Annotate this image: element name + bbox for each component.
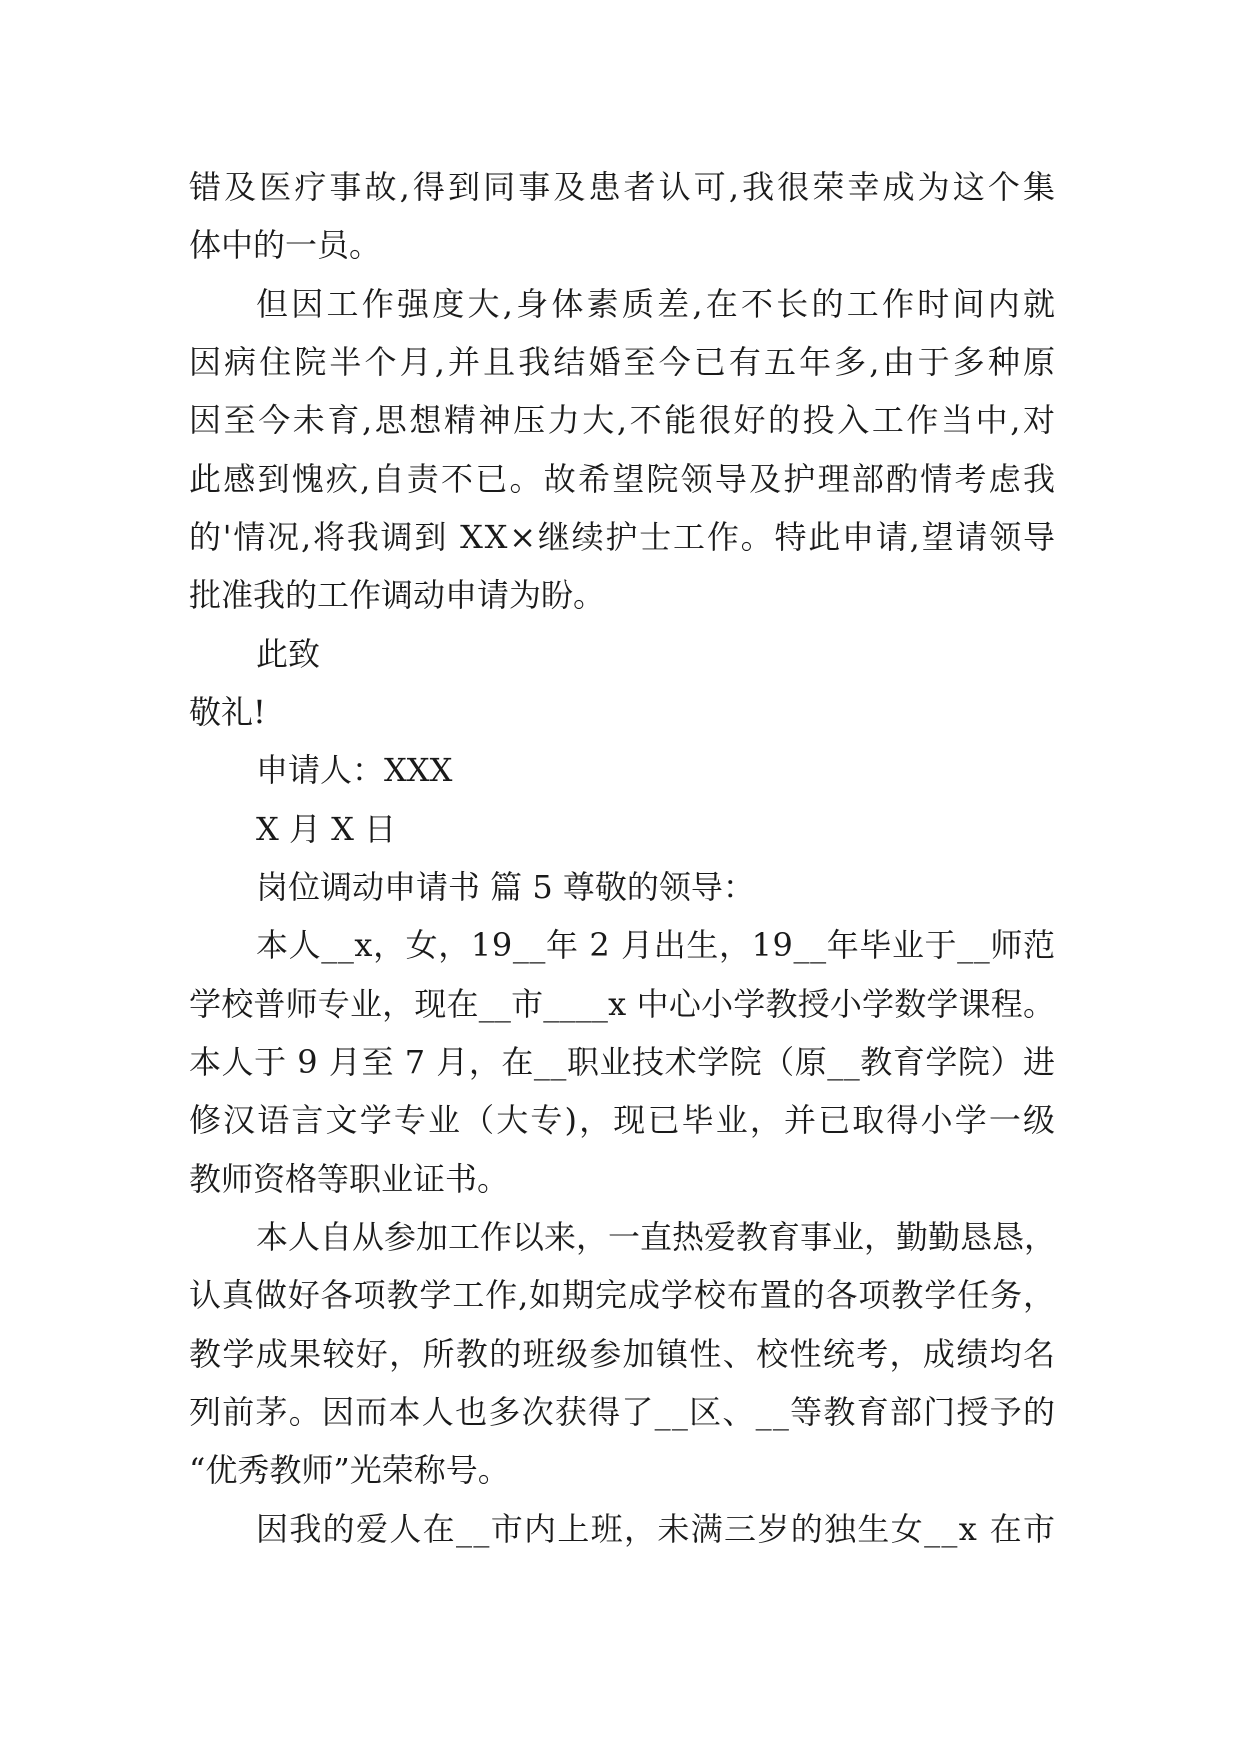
paragraph (189, 1208, 1055, 1500)
text-line (189, 1033, 1055, 1091)
text-line (189, 858, 1055, 916)
line-text: 本人于 9 月至 7 月，在__职业技术学院（原__教育学院）进 (189, 1042, 1056, 1081)
text-line (189, 625, 1055, 683)
applicant-signature (189, 741, 1055, 799)
text-line (189, 800, 1055, 858)
text-line (189, 1441, 1055, 1499)
text-line (189, 916, 1055, 974)
line-text: 岗位调动申请书 篇 5 尊敬的领导： (256, 867, 755, 906)
text-line (189, 1500, 1055, 1558)
line-text: 批准我的工作调动申请为盼。 (189, 576, 606, 615)
paragraph (189, 275, 1059, 625)
salutation-line (189, 683, 1055, 741)
date-line (189, 800, 1055, 858)
line-text: 修汉语言文学专业（大专)，现已毕业，并已取得小学一级 (189, 1101, 1058, 1140)
text-line (189, 450, 1058, 508)
text-line (189, 1091, 1058, 1149)
line-text: 学校普师专业，现在__市____x 中心小学教授小学数学课程。 (189, 984, 1056, 1023)
line-text: 此感到愧疚,自责不已。故希望院领导及护理部酌情考虑我 (189, 459, 1058, 498)
text-line (189, 1383, 1055, 1441)
text-line (189, 741, 1055, 799)
text-line (189, 1325, 1055, 1383)
line-text: 但因工作强度大,身体素质差,在不长的工作时间内就 (256, 284, 1059, 323)
closing-line (189, 625, 1055, 683)
line-text: 列前茅。因而本人也多次获得了__区、__等教育部门授予的 (189, 1392, 1057, 1431)
text-line (189, 333, 1059, 391)
text-line (189, 275, 1059, 333)
text-line (189, 391, 1058, 449)
document-body (189, 158, 1059, 1558)
text-line (189, 975, 1055, 1033)
paragraph (189, 1500, 1055, 1558)
line-text: 因病住院半个月,并且我结婚至今已有五年多,由于多种原 (189, 342, 1059, 381)
paragraph (189, 158, 1059, 275)
paragraph (189, 916, 1058, 1208)
section-heading (189, 858, 1055, 916)
line-text: “优秀教师”光荣称号。 (189, 1451, 510, 1490)
line-text: X 月 X 日 (256, 809, 397, 848)
line-text: 因我的爱人在__市内上班，未满三岁的独生女__x 在市 (256, 1509, 1057, 1548)
line-text: 申请人：XXX (256, 751, 453, 790)
line-text: 体中的一员。 (189, 226, 382, 265)
line-text: 本人__x，女，19__年 2 月出生，19__年毕业于__师范 (256, 926, 1056, 965)
line-text: 教师资格等职业证书。 (189, 1159, 510, 1198)
text-line (189, 216, 1055, 274)
text-line (189, 158, 1059, 216)
line-text: 敬礼! (189, 692, 266, 731)
line-text: 的'情况,将我调到 XX×继续护士工作。特此申请,望请领导 (189, 517, 1057, 556)
text-line (189, 566, 1055, 624)
text-line (189, 1150, 1055, 1208)
text-line (189, 508, 1055, 566)
text-line (189, 1266, 1055, 1324)
line-text: 此致 (256, 634, 321, 673)
line-text: 教学成果较好，所教的班级参加镇性、校性统考，成绩均名 (189, 1334, 1057, 1373)
line-text: 认真做好各项教学工作,如期完成学校布置的各项教学任务， (189, 1276, 1056, 1315)
text-line (189, 1208, 1055, 1266)
line-text: 错及医疗事故,得到同事及患者认可,我很荣幸成为这个集 (189, 168, 1059, 206)
text-line (189, 683, 1055, 741)
line-text: 本人自从参加工作以来，一直热爱教育事业，勤勤恳恳， (256, 1217, 1057, 1256)
line-text: 因至今未育,思想精神压力大,不能很好的投入工作当中,对 (189, 401, 1058, 440)
